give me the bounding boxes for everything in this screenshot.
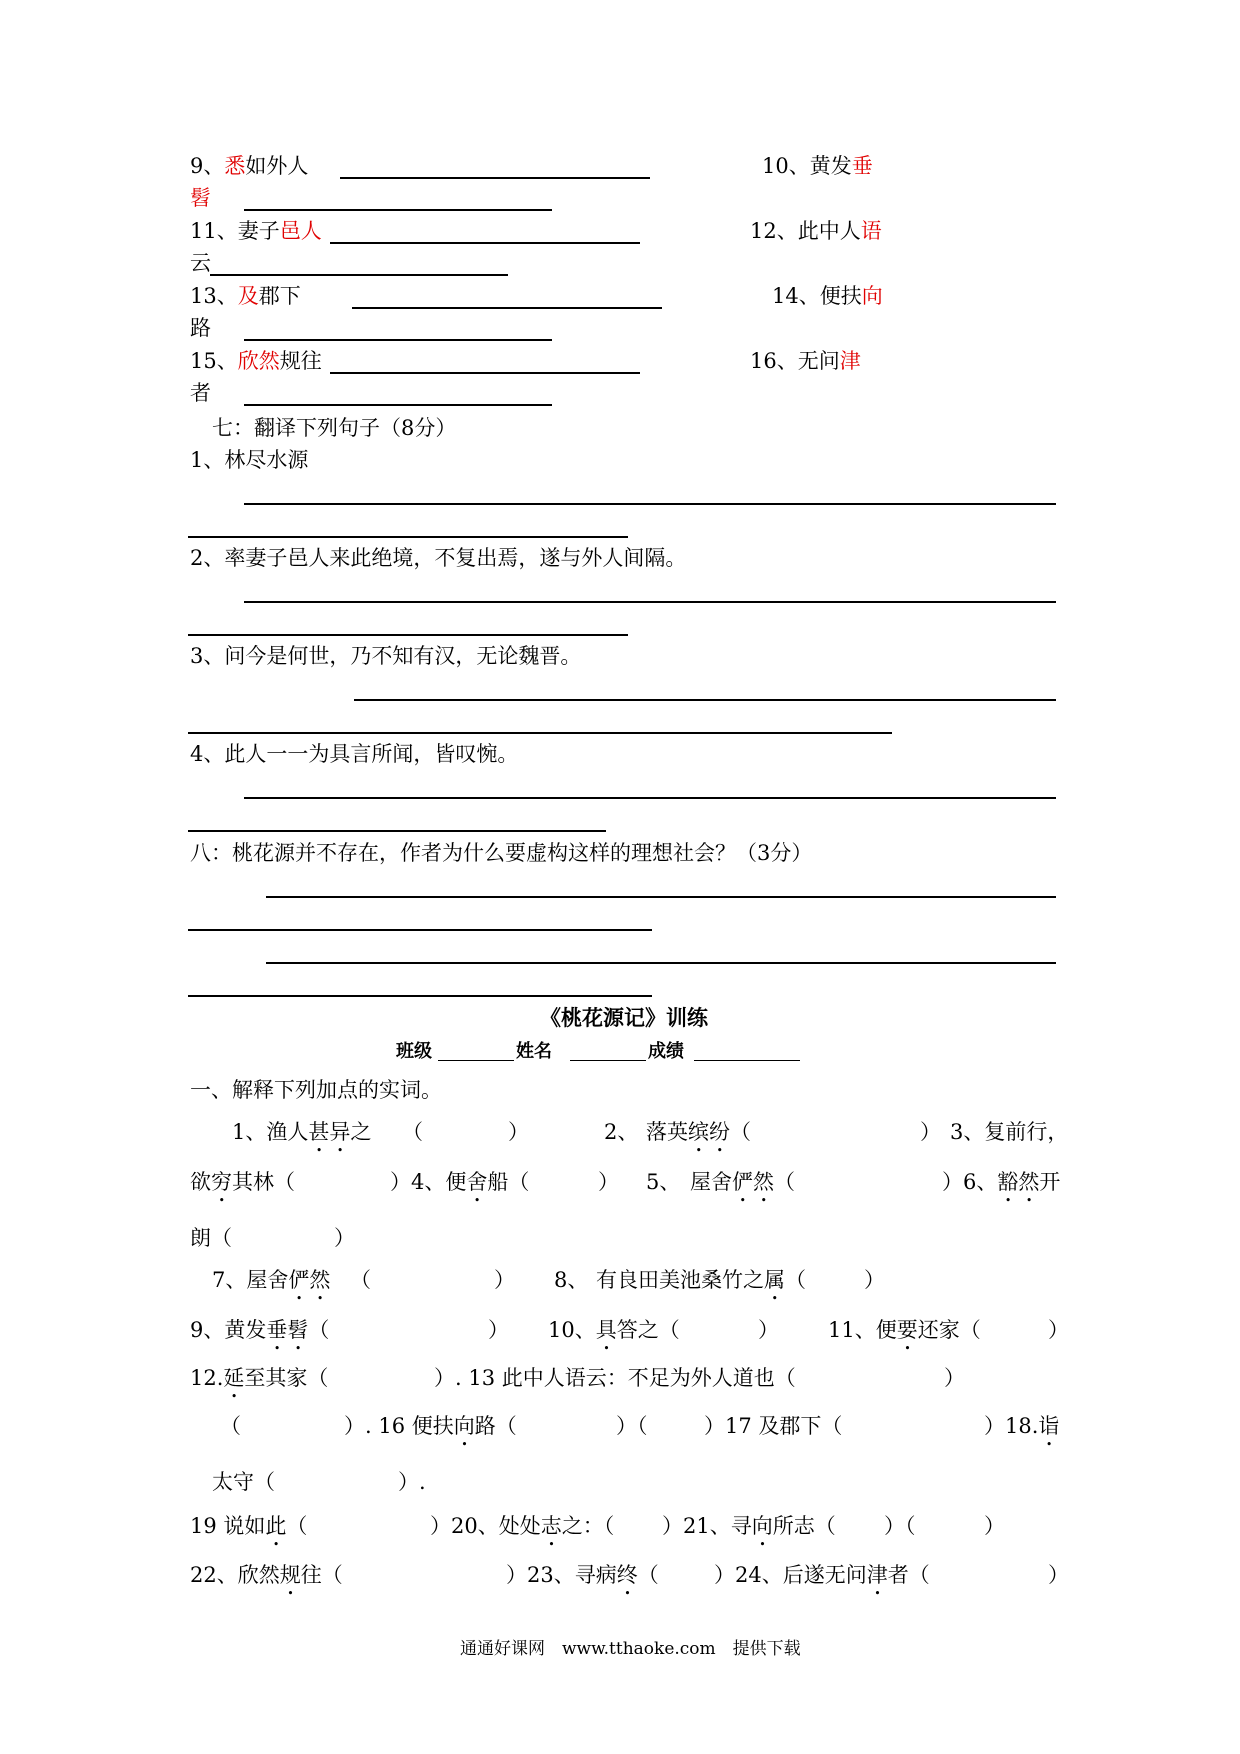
paren-close: ）	[944, 1366, 965, 1390]
paren-close: ）	[984, 1514, 1005, 1538]
item-6-cont: 朗（	[190, 1226, 232, 1250]
item-20: ）20、处处志之：（	[430, 1514, 615, 1538]
answer-line[interactable]	[340, 177, 650, 179]
answer-line[interactable]	[244, 339, 552, 341]
q13-label: 13、及郡下	[190, 284, 301, 308]
answer-line[interactable]	[330, 372, 640, 374]
score-field[interactable]	[694, 1060, 800, 1061]
paren-open: （	[402, 1120, 423, 1144]
item-18-cont: 太守（	[212, 1470, 275, 1494]
answer-line[interactable]	[244, 797, 1056, 799]
section-7-title: 七：翻译下列句子（8分）	[212, 416, 457, 440]
item-16: ）. 16 便扶向路（	[344, 1414, 517, 1438]
item-1: 1、渔人甚异之	[232, 1120, 372, 1144]
paren-close: ）.	[398, 1470, 426, 1494]
answer-line[interactable]	[188, 995, 652, 997]
item-5-word: 屋舍俨然（	[690, 1170, 795, 1194]
answer-line[interactable]	[244, 503, 1056, 505]
answer-line[interactable]	[188, 536, 628, 538]
class-label: 班级	[396, 1041, 432, 1062]
translate-q2: 2、率妻子邑人来此绝境，不复出焉，遂与外人间隔。	[190, 546, 687, 570]
item-10: 10、具答之（	[548, 1318, 680, 1342]
item-4: ）4、便舍船（	[390, 1170, 530, 1194]
item-9: 9、黄发垂髫（	[190, 1318, 330, 1342]
q14-label: 14、便扶向	[772, 284, 883, 308]
score-label: 成绩	[648, 1041, 684, 1062]
translate-q4: 4、此人一一为具言所闻，皆叹惋。	[190, 742, 519, 766]
paren-close: ）	[920, 1120, 941, 1144]
answer-line[interactable]	[352, 307, 662, 309]
paren-open: （	[350, 1268, 371, 1292]
section-8-title: 八：桃花源并不存在，作者为什么要虚构这样的理想社会？（3分）	[190, 841, 813, 865]
paren-close: ）	[598, 1170, 619, 1194]
paren-close: ）	[758, 1318, 779, 1342]
paren-pair: ）（	[616, 1414, 648, 1438]
item-2: 2、	[604, 1120, 639, 1144]
q12-tail: 云	[190, 251, 211, 275]
q15-label: 15、欣然规往	[190, 349, 322, 373]
item-13: ）. 13 此中人语云：不足为外人道也（	[434, 1366, 796, 1390]
paren-close: ）	[864, 1268, 885, 1292]
item-17: ）17 及郡下（	[704, 1414, 843, 1438]
name-field[interactable]	[570, 1060, 646, 1061]
item-23: ）23、寻病终（	[506, 1563, 659, 1587]
paren-pair: ）（	[884, 1514, 916, 1538]
q11-label: 11、妻子邑人	[190, 219, 322, 243]
answer-line[interactable]	[188, 634, 628, 636]
paren-close: ）	[488, 1318, 509, 1342]
paren-close: ）	[508, 1120, 529, 1144]
answer-line[interactable]	[244, 601, 1056, 603]
item-2-word: 落英缤纷（	[646, 1120, 751, 1144]
part2-title: 《桃花源记》训练	[540, 1005, 708, 1030]
answer-line[interactable]	[244, 404, 552, 406]
item-21: ）21、寻向所志（	[662, 1514, 836, 1538]
answer-line[interactable]	[330, 242, 640, 244]
item-11: 11、便要还家（	[828, 1318, 981, 1342]
item-22: 22、欣然规往（	[190, 1563, 343, 1587]
translate-q3: 3、问今是何世，乃不知有汉，无论魏晋。	[190, 644, 582, 668]
q10-label: 10、黄发垂	[762, 154, 873, 178]
answer-line[interactable]	[266, 896, 1056, 898]
item-24: ）24、后遂无问津者（	[714, 1563, 930, 1587]
answer-line[interactable]	[244, 209, 552, 211]
q16-tail: 者	[190, 381, 211, 405]
answer-line[interactable]	[188, 929, 652, 931]
answer-line[interactable]	[188, 830, 606, 832]
class-field[interactable]	[438, 1060, 514, 1061]
paren-close: ）	[1048, 1318, 1069, 1342]
answer-line[interactable]	[354, 699, 1056, 701]
q16-label: 16、无问津	[750, 349, 861, 373]
item-3: 3、复前行，	[950, 1120, 1069, 1144]
translate-q1: 1、林尽水源	[190, 448, 309, 472]
paren-close: ）	[494, 1268, 515, 1292]
item-8-word: 有良田美池桑竹之属（	[596, 1268, 806, 1292]
footer-text: 通通好课网 www.tthaoke.com 提供下载	[460, 1639, 801, 1659]
paren-close: ）	[1048, 1563, 1069, 1587]
q9-label: 9、悉如外人	[190, 154, 309, 178]
q10-tail: 髫	[190, 186, 211, 210]
paren-close: ）	[334, 1226, 355, 1250]
paren-open: （	[220, 1414, 241, 1438]
answer-line[interactable]	[210, 274, 508, 276]
item-5: 5、	[646, 1170, 681, 1194]
item-6: ）6、豁然开	[942, 1170, 1061, 1194]
q14-tail: 路	[190, 316, 211, 340]
part2-heading: 一、解释下列加点的实词。	[190, 1078, 442, 1102]
item-18: ）18.诣	[984, 1414, 1060, 1438]
item-19: 19 说如此（	[190, 1514, 308, 1538]
item-12: 12.延至其家（	[190, 1366, 329, 1390]
item-8: 8、	[554, 1268, 589, 1292]
q12-label: 12、此中人语	[750, 219, 882, 243]
answer-line[interactable]	[266, 962, 1056, 964]
answer-line[interactable]	[188, 732, 892, 734]
name-label: 姓名	[516, 1041, 552, 1062]
item-3-cont: 欲穷其林（	[190, 1170, 295, 1194]
item-7: 7、屋舍俨然	[212, 1268, 331, 1292]
